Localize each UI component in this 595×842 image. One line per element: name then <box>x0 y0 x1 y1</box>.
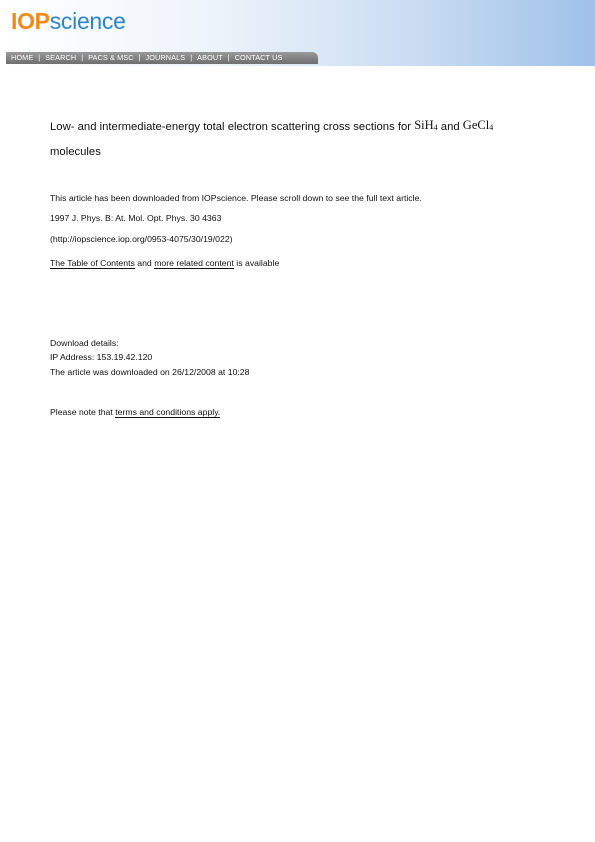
nav-bar <box>6 52 318 64</box>
logo-iop-text: IOP <box>11 8 50 34</box>
table-of-contents-link[interactable]: The Table of Contents <box>50 258 135 268</box>
nav-pacs-msc[interactable]: PACS & MSC <box>88 53 134 62</box>
logo-science-text: science <box>49 8 126 34</box>
article-url: (http://iopscience.iop.org/0953-4075/30/19/022) <box>50 234 233 244</box>
nav-separator: | <box>38 53 41 62</box>
title-and: and <box>440 121 460 133</box>
iopscience-logo[interactable] <box>11 8 126 34</box>
toc-and-text: and <box>137 258 152 268</box>
download-notice: This article has been downloaded from IOPscience. Please scroll down to see the full text article. <box>50 193 422 203</box>
nav-separator: | <box>227 53 230 62</box>
title-start: Low- and intermediate-energy total electron scattering cross sections for <box>50 121 412 133</box>
title-end: molecules <box>50 146 101 158</box>
ip-address: IP Address: 153.19.42.120 <box>50 352 153 362</box>
nav-search[interactable]: SEARCH <box>45 53 77 62</box>
formula-gecl4-sub: 4 <box>489 123 494 132</box>
toc-available-text: is available <box>236 258 280 268</box>
nav-separator: | <box>138 53 141 62</box>
download-date: The article was downloaded on 26/12/2008 at 10:28 <box>50 367 250 377</box>
terms-prefix: Please note that <box>50 407 113 417</box>
nav-journals[interactable]: JOURNALS <box>145 53 186 62</box>
terms-line <box>50 407 220 417</box>
download-details-heading: Download details: <box>50 338 119 348</box>
terms-and-conditions-link[interactable]: terms and conditions apply. <box>115 407 221 417</box>
citation: 1997 J. Phys. B: At. Mol. Opt. Phys. 30 4363 <box>50 213 222 223</box>
site-header <box>0 0 595 66</box>
more-related-content-link[interactable]: more related content <box>154 258 234 268</box>
nav-contact-us[interactable]: CONTACT US <box>234 53 283 62</box>
formula-sih4 <box>414 118 437 132</box>
nav-separator: | <box>81 53 84 62</box>
formula-sih4-sub: 4 <box>433 123 438 132</box>
nav-home[interactable]: HOME <box>11 53 34 62</box>
formula-sih4-main: SiH <box>414 118 434 132</box>
formula-gecl4-main: GeCl <box>462 118 490 132</box>
formula-gecl4 <box>463 118 493 132</box>
nav-separator: | <box>190 53 193 62</box>
article-title <box>50 113 550 164</box>
nav-about[interactable]: ABOUT <box>197 53 223 62</box>
related-links-line <box>50 258 279 268</box>
